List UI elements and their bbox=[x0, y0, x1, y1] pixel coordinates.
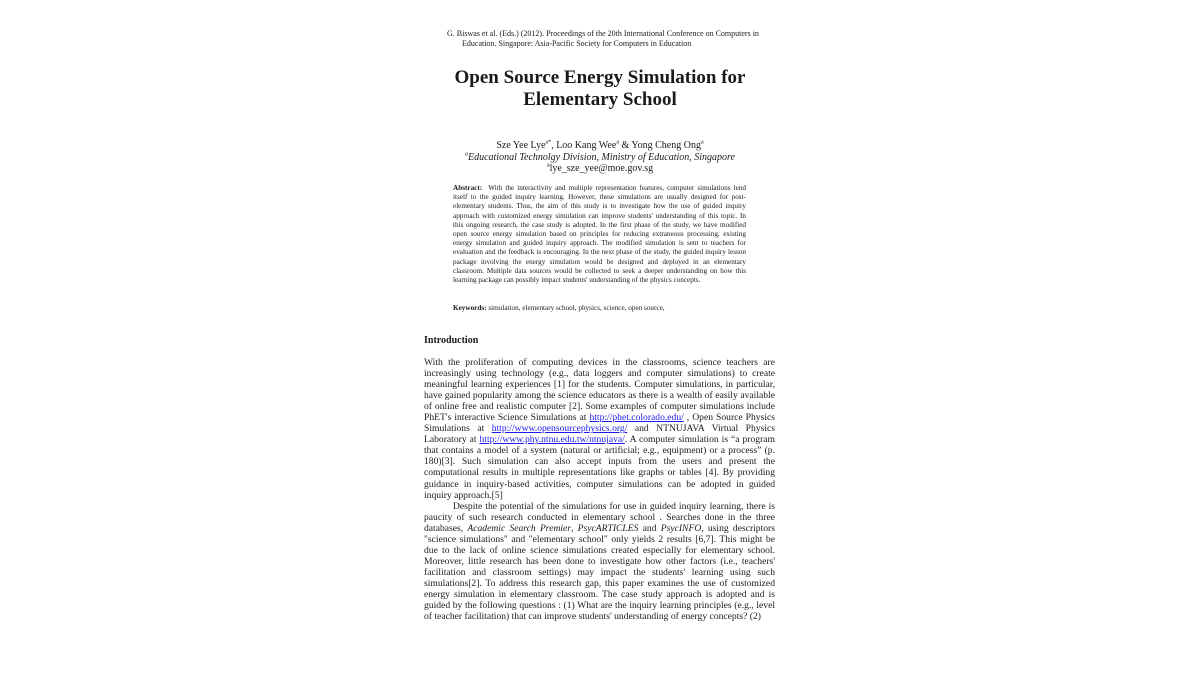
paragraph bbox=[424, 357, 775, 501]
paragraph-text: and NTNUJAVA Virtual Physics Laboratory at bbox=[424, 423, 776, 446]
author-1-name: Sze Yee Lye bbox=[496, 140, 546, 151]
paragraph-text: and bbox=[638, 522, 661, 534]
introduction-body bbox=[424, 357, 775, 622]
author-2-mark: a bbox=[616, 139, 619, 146]
citation-line-2: Education. Singapore: Asia-Pacific Society for Computers in Education bbox=[462, 38, 692, 48]
email-text: lye_sze_yee@moe.gov.sg bbox=[549, 163, 654, 174]
abstract-label: Abstract: bbox=[453, 184, 483, 192]
paragraph-text: With the proliferation of computing devices in the classrooms, science teachers are increasingly using technology (e.g., data loggers and computer simulations) to create meaningful learning experiences [1] for the students. Computer simulations, in particular, have gained popularity among the science educators as there is a wealth of easily available of online free and realistic computer [2]. Some examples of computer simulations include PhET's interactive Science Simulations at bbox=[424, 357, 775, 424]
affiliation-text: Educational Technolgy Division, Ministry of Education, Singapore bbox=[467, 151, 735, 163]
title-line-1: Open Source Energy Simulation for bbox=[454, 67, 746, 88]
section-heading-introduction: Introduction bbox=[424, 335, 479, 346]
paragraph-text: , Open Source Physics Simulations at bbox=[424, 412, 775, 435]
paragraph-text: . A computer simulation is “a program that contains a model of a system (natural or artificial; e.g., equipment) or a process” (p. 180)[3]. Such simulation can also accept inputs from the users and present the computational results in multiple representations like graphs or tables [4]. By providing guidance in inquiry-based activities, computer simulations can be adopted in guided inquiry approach.[5] bbox=[424, 434, 776, 501]
opensourcephysics-link[interactable]: http://www.opensourcephysics.org/ bbox=[491, 423, 628, 435]
title-line-2: Elementary School bbox=[523, 89, 677, 110]
paragraph-text: , bbox=[571, 522, 578, 534]
database-name: PsycARTICLES bbox=[577, 522, 639, 534]
author-names bbox=[380, 140, 820, 152]
author-2-name: , Loo Kang Wee bbox=[551, 140, 617, 151]
author-block bbox=[380, 140, 820, 175]
database-name: Academic Search Premier bbox=[467, 522, 572, 534]
paragraph-text: Despite the potential of the simulations for use in guided inquiry learning, there is paucity of such research conducted in elementary school . Searches done in the three databases, bbox=[424, 500, 775, 534]
abstract bbox=[453, 184, 746, 285]
author-affiliation bbox=[380, 152, 820, 164]
paragraph-text: , using descriptors "science simulations" and "elementary school" only yields 2 results [6,7]. This might be due to the lack of online science simulations created especially for elementary school. Moreover, little research has been done to investigate how other factors (i.e., teachers' facilitation and classroom settings) may impact the students' learning using such simulations[2]. To address this research gap, this paper examines the use of customized energy simulation in elementary classroom. The case study approach is adopted and is guided by the following questions : (1) What are the inquiry learning principles (e.g., level of teacher facilitation) that can improve students' understanding of energy concepts? (2) bbox=[424, 522, 775, 623]
keywords-label: Keywords: bbox=[453, 304, 487, 312]
citation-header bbox=[447, 29, 776, 48]
keywords bbox=[453, 304, 746, 313]
author-1-mark: a* bbox=[545, 139, 552, 146]
author-3-mark: a bbox=[700, 139, 704, 146]
email-mark: a bbox=[546, 162, 550, 169]
affiliation-mark: a bbox=[464, 151, 468, 158]
author-email bbox=[380, 163, 820, 175]
keywords-text: simulation, elementary school, physics, science, open source, bbox=[488, 304, 665, 312]
phet-link[interactable]: http://phet.colorado.edu/ bbox=[589, 412, 684, 424]
ntnujava-link[interactable]: http://www.phy.ntnu.edu.tw/ntnujava/ bbox=[479, 434, 625, 446]
author-3-name: & Yong Cheng Ong bbox=[618, 140, 701, 151]
paper-title bbox=[380, 67, 820, 111]
paragraph bbox=[424, 501, 775, 623]
abstract-text: With the interactivity and multiple representation features, computer simulations lend itself to the guided inquiry learning. However, these simulations are usually designed for post-elementary students. Thus, the aim of this study is to investigate how the use of guided inquiry approach with customized energy simulation can improve students' understanding of this topic. In this ongoing research, the case study is adopted. In the first phase of the study, we have modified open source energy simulation based on principles for reducing extraneous processing, existing energy simulation and guided inquiry approach. The modified simulation is sent to teachers for evaluation and the feedback is encouraging. In the next phase of the study, the guided inquiry lesson package involving the energy simulation would be designed and deployed in an elementary classroom. Multiple data sources would be collected to seek a deeper understanding on how this learning package can possibly impact students' understanding of the physics concepts. bbox=[453, 184, 746, 285]
citation-line-1: G. Biswas et al. (Eds.) (2012). Proceedings of the 20th International Conference on Computers in bbox=[447, 29, 759, 38]
database-name: PsycINFO bbox=[660, 522, 702, 534]
